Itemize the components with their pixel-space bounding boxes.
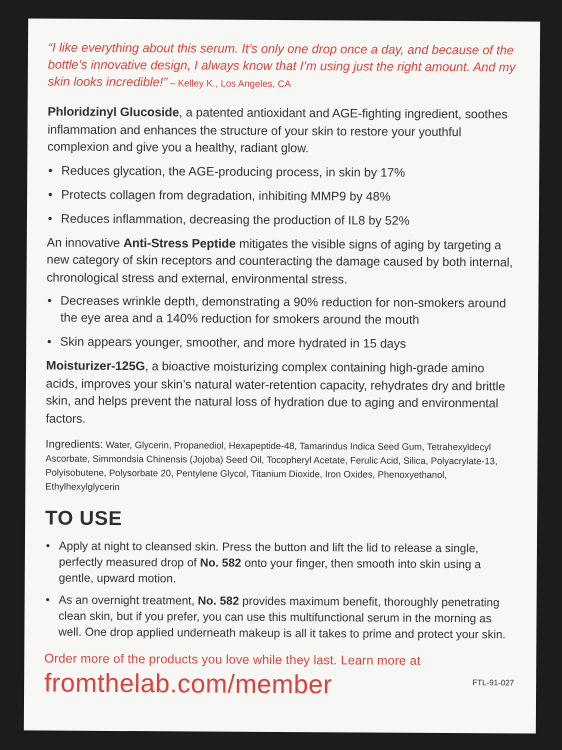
moisturizer-paragraph (46, 358, 514, 431)
peptide-paragraph (47, 234, 515, 289)
ingredients-list (45, 438, 513, 497)
to-use-text: Apply at night to cleansed skin. Press the button and lift the lid to release a single, perfectly measured drop of (58, 539, 479, 570)
benefit-item: • Protects collagen from degradation, inhibiting MMP9 by 48% (47, 186, 515, 206)
order-more-text: Order more of the products you love while they last. Learn more at (44, 651, 421, 668)
customer-quote (48, 40, 516, 95)
to-use-text: onto your finger, then smooth into skin using a gentle, upward motion. (58, 556, 482, 586)
phloridzinyl-term: Phloridzinyl Glucoside (47, 104, 180, 120)
peptide-pre: An innovative (46, 235, 124, 250)
benefit-item: • Reduces inflammation, decreasing the production of IL8 by 52% (47, 210, 515, 230)
member-url-link[interactable]: fromthelab.com/member (44, 667, 333, 700)
phloridzinyl-benefits-list (47, 162, 515, 230)
footer (44, 651, 515, 701)
to-use-text: provides maximum benefit, thoroughly penetrating clean skin, but if you prefer, you can use this multifunctional serum in the morning as well. One drop applied underneath makeup is all it takes to prime and protect your skin. (58, 594, 506, 642)
benefit-item: • Reduces glycation, the AGE-producing process, in skin by 17% (47, 162, 515, 182)
product-number: No. 582 (199, 556, 242, 570)
moisturizer-term: Moisturizer-125G (46, 358, 146, 374)
peptide-benefits-list (46, 293, 514, 354)
product-insert-card (24, 18, 540, 733)
quote-text: “I like everything about this serum. It’s only one drop once a day, and because of the bottle’s innovative design, I always know that I’m using just the right amount. And my skin looks incredible!” (47, 40, 516, 90)
phloridzinyl-paragraph (47, 104, 515, 159)
to-use-item (45, 539, 513, 590)
to-use-heading: TO USE (45, 507, 123, 531)
benefit-item: • Decreases wrinkle depth, demonstrating a 90% reduction for non-smokers around the eye area and a 140% reduction for smokers around the mouth (46, 293, 514, 330)
to-use-list (44, 539, 513, 644)
benefit-item: • Skin appears younger, smoother, and more hydrated in 15 days (46, 334, 514, 354)
print-code: FTL-91-027 (472, 678, 515, 688)
to-use-item (44, 593, 512, 644)
product-number: No. 582 (197, 594, 240, 608)
moisturizer-text: , a bioactive moisturizing complex containing high-grade amino acids, improves your skin’s natural water-retention capacity, rehydrates dry and brittle skin, and helps prevent the natural loss of hydration due to aging and environmental factors. (45, 359, 506, 426)
peptide-text: mitigates the visible signs of aging by targeting a new category of skin receptors and counteracting the damage caused by both internal, chronological stress and external, environmental stress. (46, 236, 513, 286)
to-use-text: As an overnight treatment, (58, 593, 198, 608)
ingredients-text: Water, Glycerin, Propanediol, Hexapeptide-48, Tamarindus Indica Seed Gum, Tetrahexyldecyl Ascorbate, Simmondsia Chinensis (Jojoba) Seed Oil, Tocopheryl Acetate, Ferulic Acid, Silica, Polyacrylate-13, Polyisobutene, Polysorbate 20, Pentylene Glycol, Titanium Dioxide, Iron Oxides, Phenoxyethanol, Ethylhexylglycerin (45, 439, 498, 493)
peptide-term: Anti-Stress Peptide (123, 235, 236, 251)
quote-attribution: – Kelley K., Los Angeles, CA (167, 78, 291, 91)
phloridzinyl-text: , a patented antioxidant and AGE-fighting ingredient, soothes inflammation and enhances the structure of your skin to restore your youthful complexion and give you a healthy, radiant glow. (47, 105, 508, 156)
ingredients-label: Ingredients: (45, 438, 104, 451)
